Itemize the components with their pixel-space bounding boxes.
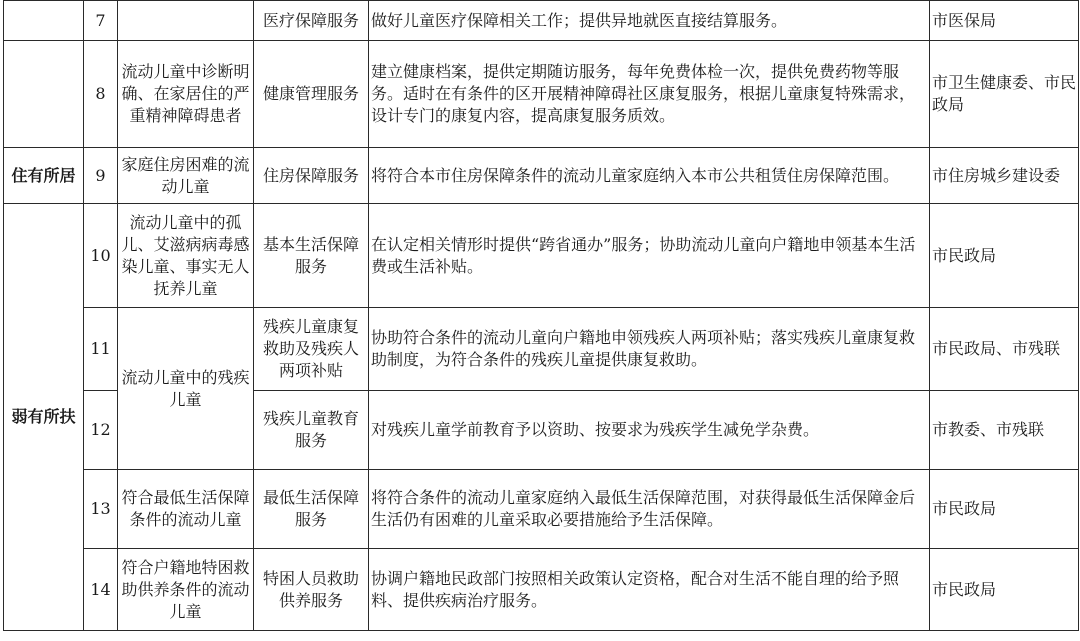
category-cell-empty [4,41,84,148]
row-number: 14 [84,549,118,631]
service-cell: 基本生活保障服务 [254,204,369,308]
description-cell: 对残疾儿童学前教育予以资助、按要求为残疾学生减免学杂费。 [369,391,930,470]
category-housing: 住有所居 [4,148,84,204]
table-row [4,148,1079,204]
row-number: 12 [84,391,118,470]
department-cell: 市医保局 [930,1,1079,41]
table-row [4,41,1079,148]
table-row [4,308,1079,391]
table-row [4,204,1079,308]
target-group-cell: 符合户籍地特困救助供养条件的流动儿童 [118,549,254,631]
service-cell: 健康管理服务 [254,41,369,148]
target-group-cell: 流动儿童中的残疾儿童 [118,308,254,470]
description-cell: 做好儿童医疗保障相关工作；提供异地就医直接结算服务。 [369,1,930,41]
target-group-cell: 流动儿童中的孤儿、艾滋病病毒感染儿童、事实无人抚养儿童 [118,204,254,308]
row-number: 13 [84,470,118,549]
description-cell: 在认定相关情形时提供“跨省通办”服务；协助流动儿童向户籍地申领基本生活费或生活补贴。 [369,204,930,308]
row-number: 9 [84,148,118,204]
target-group-cell [118,1,254,41]
description-cell: 协助符合条件的流动儿童向户籍地申领残疾人两项补贴；落实残疾儿童康复救助制度，为符合条件的残疾儿童提供康复救助。 [369,308,930,391]
department-cell: 市民政局、市残联 [930,308,1079,391]
target-group-cell: 符合最低生活保障条件的流动儿童 [118,470,254,549]
table-row [4,470,1079,549]
description-cell: 将符合条件的流动儿童家庭纳入最低生活保障范围，对获得最低生活保障金后生活仍有困难的儿童采取必要措施给予生活保障。 [369,470,930,549]
target-group-cell: 家庭住房困难的流动儿童 [118,148,254,204]
target-group-cell: 流动儿童中诊断明确、在家居住的严重精神障碍患者 [118,41,254,148]
description-cell: 协调户籍地民政部门按照相关政策认定资格，配合对生活不能自理的给予照料、提供疾病治疗服务。 [369,549,930,631]
table-row [4,549,1079,631]
policy-table [3,0,1079,631]
department-cell: 市住房城乡建设委 [930,148,1079,204]
service-cell: 最低生活保障服务 [254,470,369,549]
service-cell: 残疾儿童康复救助及残疾人两项补贴 [254,308,369,391]
department-cell: 市民政局 [930,204,1079,308]
description-cell: 将符合本市住房保障条件的流动儿童家庭纳入本市公共租赁住房保障范围。 [369,148,930,204]
row-number: 10 [84,204,118,308]
row-number: 7 [84,1,118,41]
service-cell: 医疗保障服务 [254,1,369,41]
table-row [4,1,1079,41]
service-cell: 特困人员救助供养服务 [254,549,369,631]
description-cell: 建立健康档案，提供定期随访服务，每年免费体检一次，提供免费药物等服务。适时在有条件的区开展精神障碍社区康复服务，根据儿童康复特殊需求，设计专门的康复内容，提高康复服务质效。 [369,41,930,148]
row-number: 8 [84,41,118,148]
service-cell: 住房保障服务 [254,148,369,204]
department-cell: 市民政局 [930,470,1079,549]
category-vulnerable: 弱有所扶 [4,204,84,631]
department-cell: 市民政局 [930,549,1079,631]
service-cell: 残疾儿童教育服务 [254,391,369,470]
row-number: 11 [84,308,118,391]
department-cell: 市教委、市残联 [930,391,1079,470]
department-cell: 市卫生健康委、市民政局 [930,41,1079,148]
category-cell-empty [4,1,84,41]
